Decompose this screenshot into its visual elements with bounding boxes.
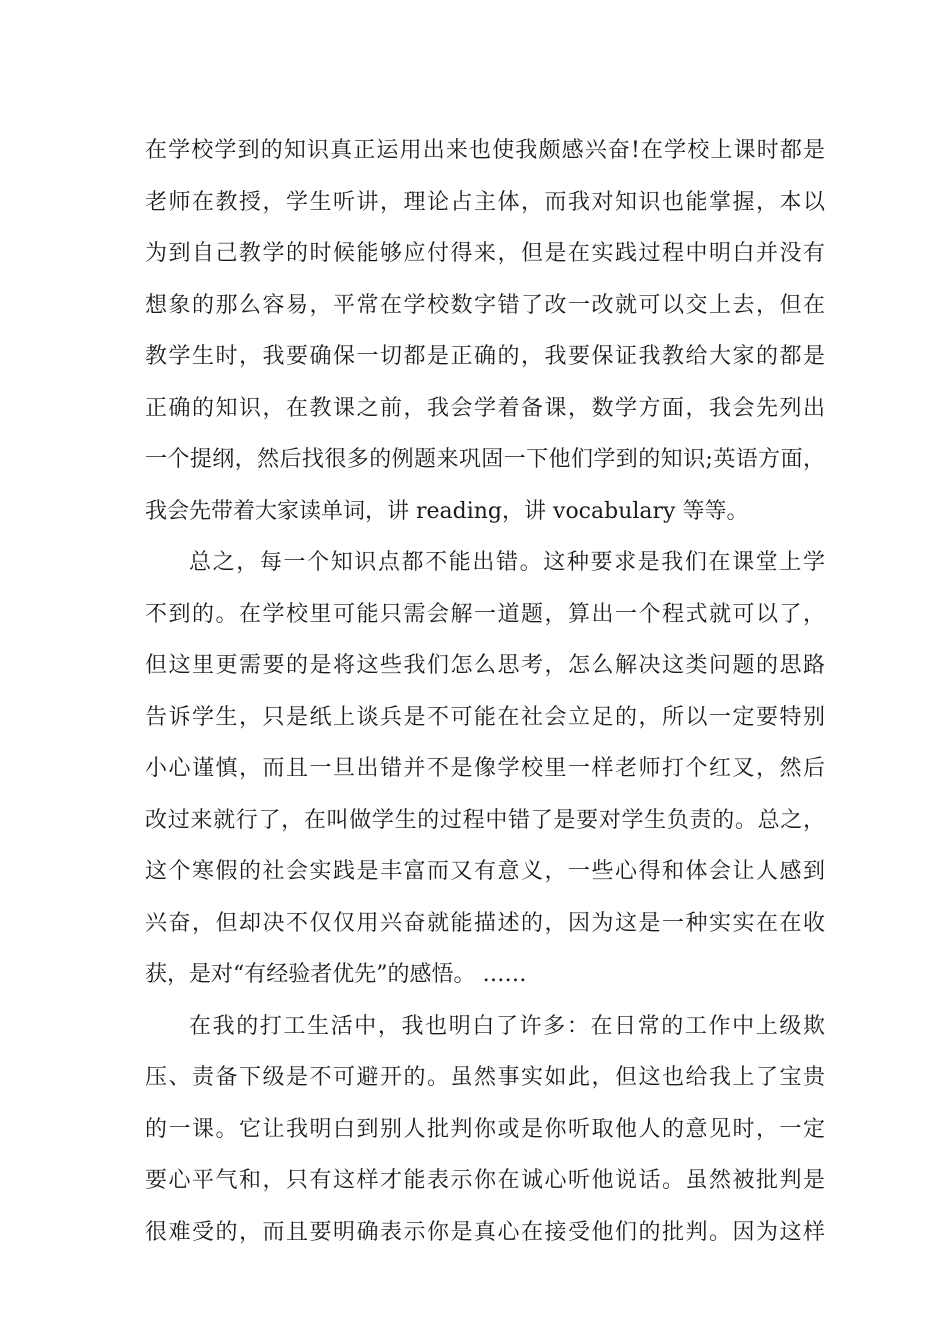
paragraph-2-line-8: 兴奋，但却决不仅仅用兴奋就能描述的，因为这是一种实实在在收 (145, 910, 825, 936)
paragraph-3-line-3: 的一课。它让我明白到别人批判你或是你听取他人的意见时，一定 (145, 1116, 825, 1142)
paragraph-1-line-3: 为到自己教学的时候能够应付得来，但是在实践过程中明白并没有 (145, 241, 825, 266)
paragraph-1-line-4: 想象的那么容易，平常在学校数字错了改一改就可以交上去，但在 (145, 292, 825, 318)
body-text (145, 131, 825, 1264)
paragraph-2-line-9: 获，是对“有经验者优先”的感悟。 …… (145, 962, 527, 987)
paragraph-3-line-1: 在我的打工生活中，我也明白了许多：在日常的工作中上级欺 (189, 1013, 825, 1039)
paragraph-2-line-2: 不到的。在学校里可能只需会解一道题，算出一个程式就可以了， (145, 601, 825, 627)
paragraph-2-line-7: 这个寒假的社会实践是丰富而又有意义，一些心得和体会让人感到 (145, 859, 825, 884)
paragraph-3-line-4: 要心平气和，只有这样才能表示你在诚心听他说话。虽然被批判是 (145, 1168, 825, 1193)
paragraph-2-line-1: 总之，每一个知识点都不能出错。这种要求是我们在课堂上学 (189, 550, 825, 575)
paragraph-1-line-8: 我会先带着大家读单词，讲 reading，讲 vocabulary 等等。 (145, 498, 749, 524)
paragraph-1-line-1: 在学校学到的知识真正运用出来也使我颇感兴奋!在学校上课时都是 (145, 138, 825, 163)
paragraph-1-line-7: 一个提纲，然后找很多的例题来巩固一下他们学到的知识;英语方面， (145, 447, 825, 472)
paragraph-1-line-6: 正确的知识，在教课之前，我会学着备课，数学方面，我会先列出 (145, 395, 825, 421)
paragraph-2-line-6: 改过来就行了，在叫做学生的过程中错了是要对学生负责的。总之， (145, 807, 825, 833)
paragraph-2-line-4: 告诉学生，只是纸上谈兵是不可能在社会立足的，所以一定要特别 (145, 704, 825, 730)
paragraph-3-line-2: 压、责备下级是不可避开的。虽然事实如此，但这也给我上了宝贵 (145, 1065, 825, 1090)
paragraph-3-line-5: 很难受的，而且要明确表示你是真心在接受他们的批判。因为这样 (145, 1219, 825, 1245)
paragraph-2-line-5: 小心谨慎，而且一旦出错并不是像学校里一样老师打个红叉，然后 (145, 756, 825, 781)
paragraph-1-line-2: 老师在教授，学生听讲，理论占主体，而我对知识也能掌握，本以 (145, 189, 825, 215)
paragraph-1-line-5: 教学生时，我要确保一切都是正确的，我要保证我教给大家的都是 (145, 344, 825, 369)
paragraph-2-line-3: 但这里更需要的是将这些我们怎么思考，怎么解决这类问题的思路 (145, 653, 825, 678)
